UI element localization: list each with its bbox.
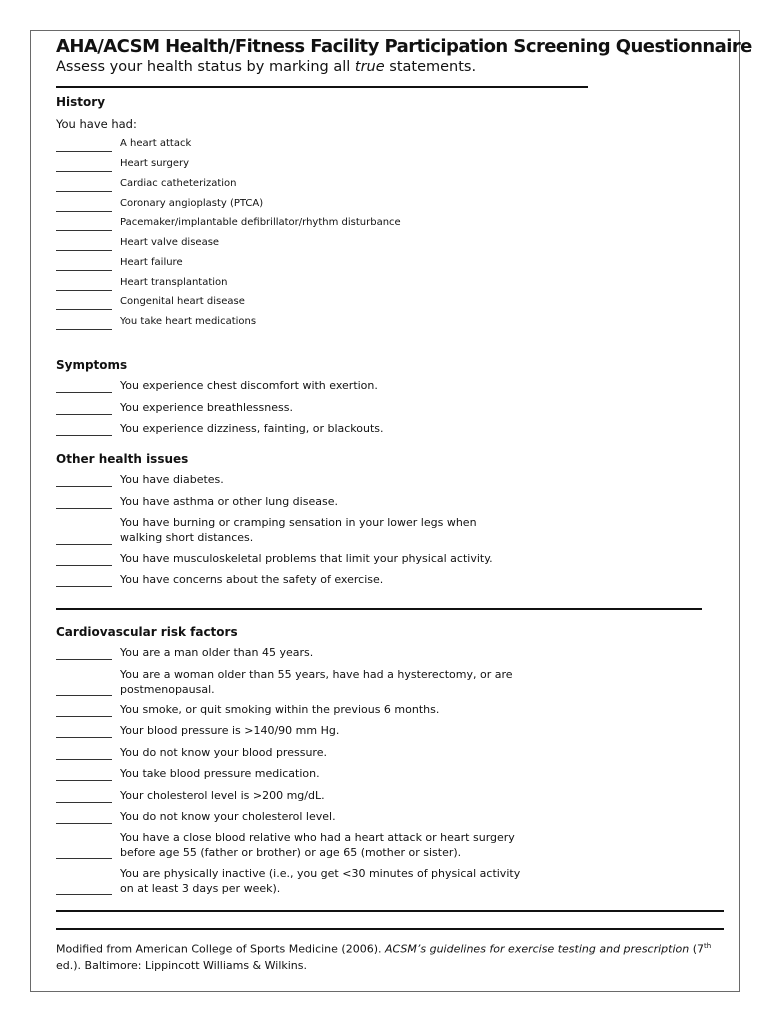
- checkbox-blank[interactable]: [56, 414, 112, 415]
- cardio-item-label: Your cholesterol level is >200 mg/dL.: [120, 789, 325, 802]
- checkbox-blank[interactable]: [56, 329, 112, 330]
- history-item-label: Heart valve disease: [120, 237, 220, 248]
- history-item-label: Congenital heart disease: [120, 296, 245, 307]
- checkbox-blank[interactable]: [56, 486, 112, 487]
- checkbox-blank[interactable]: [56, 737, 112, 738]
- history-item-label: A heart attack: [120, 138, 192, 149]
- cardio-item-label: You do not know your blood pressure.: [120, 746, 327, 759]
- checkbox-blank[interactable]: [56, 716, 112, 717]
- citation-superscript: th: [704, 942, 712, 950]
- history-item-label: Heart transplantation: [120, 277, 228, 288]
- history-item-label: Heart surgery: [120, 158, 190, 169]
- cardio-item-label: You are a man older than 45 years.: [120, 646, 314, 659]
- checkbox-blank[interactable]: [56, 151, 112, 152]
- citation-text: Modified from American College of Sports Medicine (2006).: [56, 942, 385, 956]
- subtitle-text: Assess your health status by marking all: [56, 59, 355, 75]
- history-intro: You have had:: [56, 117, 137, 131]
- cardio-item-label: You have a close blood relative who had a heart attack or heart surgery before age 55 (father or brother) or age 65 (mother or sister).: [120, 831, 515, 859]
- history-item-label: Heart failure: [120, 257, 183, 268]
- page-subtitle: [56, 59, 476, 75]
- citation-book-title: ACSM’s guidelines for exercise testing and prescription: [384, 942, 690, 956]
- checkbox-blank[interactable]: [56, 802, 112, 803]
- checkbox-blank[interactable]: [56, 435, 112, 436]
- history-item-label: Pacemaker/implantable defibrillator/rhythm disturbance: [120, 217, 401, 228]
- checkbox-blank[interactable]: [56, 565, 112, 566]
- section-divider: [56, 928, 724, 930]
- symptom-item-label: You experience dizziness, fainting, or blackouts.: [120, 422, 384, 435]
- other-health-heading: Other health issues: [56, 452, 189, 466]
- checkbox-blank[interactable]: [56, 250, 112, 251]
- section-divider: [56, 608, 702, 610]
- citation-text: (7: [689, 942, 705, 956]
- checkbox-blank[interactable]: [56, 508, 112, 509]
- checkbox-blank[interactable]: [56, 780, 112, 781]
- cardio-item-label: You do not know your cholesterol level.: [120, 810, 336, 823]
- checkbox-blank[interactable]: [56, 211, 112, 212]
- checkbox-blank[interactable]: [56, 309, 112, 310]
- checkbox-blank[interactable]: [56, 823, 112, 824]
- page-title: AHA/ACSM Health/Fitness Facility Participation Screening Questionnaire: [56, 36, 752, 57]
- checkbox-blank[interactable]: [56, 759, 112, 760]
- checkbox-blank[interactable]: [56, 270, 112, 271]
- history-heading: History: [56, 95, 106, 109]
- other-health-item-label: You have concerns about the safety of exercise.: [120, 573, 384, 586]
- other-health-item-label: You have musculoskeletal problems that limit your physical activity.: [120, 552, 493, 565]
- checkbox-blank[interactable]: [56, 290, 112, 291]
- symptom-item-label: You experience chest discomfort with exertion.: [120, 379, 378, 392]
- section-divider: [56, 910, 724, 912]
- citation-text: ed.). Baltimore: Lippincott Williams & Wilkins.: [56, 958, 308, 972]
- cardio-item-label: You are a woman older than 55 years, have had a hysterectomy, or are postmenopausal.: [120, 668, 513, 696]
- subtitle-text-end: statements.: [384, 59, 477, 75]
- symptoms-heading: Symptoms: [56, 358, 128, 372]
- cardio-item-label: You take blood pressure medication.: [120, 767, 320, 780]
- history-item-label: You take heart medications: [120, 316, 257, 327]
- subtitle-emphasis: true: [354, 59, 385, 75]
- checkbox-blank[interactable]: [56, 230, 112, 231]
- checkbox-blank[interactable]: [56, 659, 112, 660]
- checkbox-blank[interactable]: [56, 171, 112, 172]
- checkbox-blank[interactable]: [56, 544, 112, 545]
- cardio-item-label: Your blood pressure is >140/90 mm Hg.: [120, 724, 340, 737]
- other-health-item-label: You have diabetes.: [120, 473, 224, 486]
- citation-footer: [56, 938, 716, 974]
- checkbox-blank[interactable]: [56, 858, 112, 859]
- checkbox-blank[interactable]: [56, 695, 112, 696]
- cardio-heading: Cardiovascular risk factors: [56, 625, 238, 639]
- checkbox-blank[interactable]: [56, 586, 112, 587]
- cardio-item-label: You are physically inactive (i.e., you get <30 minutes of physical activity on at least 3 days per week).: [120, 867, 521, 895]
- checkbox-blank[interactable]: [56, 191, 112, 192]
- cardio-item-label: You smoke, or quit smoking within the previous 6 months.: [120, 703, 440, 716]
- history-item-label: Cardiac catheterization: [120, 178, 237, 189]
- symptom-item-label: You experience breathlessness.: [120, 401, 293, 414]
- history-item-label: Coronary angioplasty (PTCA): [120, 198, 264, 209]
- checkbox-blank[interactable]: [56, 894, 112, 895]
- title-divider: [56, 86, 588, 88]
- checkbox-blank[interactable]: [56, 392, 112, 393]
- other-health-item-label: You have asthma or other lung disease.: [120, 495, 338, 508]
- other-health-item-label: You have burning or cramping sensation in your lower legs when walking short distances.: [120, 516, 477, 544]
